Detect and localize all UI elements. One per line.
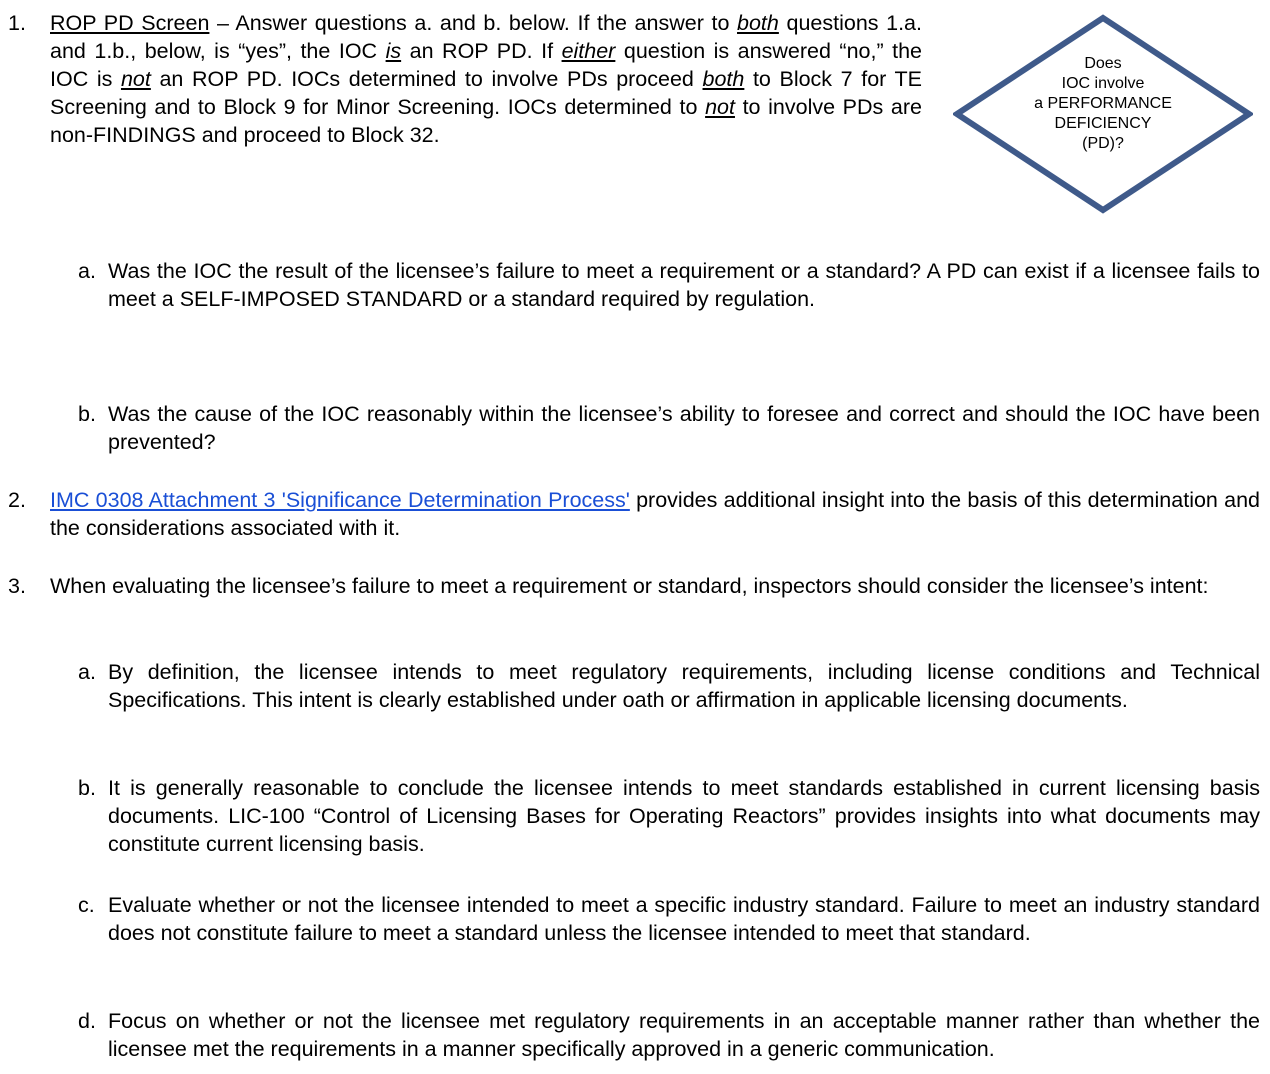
item-1-text-7: to involve PDs are non-FINDINGS and proceed to Block 32. [50,95,922,147]
item-3-number: 3. [8,574,26,598]
item-3d-letter: d. [78,1009,96,1033]
diamond-label [953,54,1253,154]
emphasis-both: both [737,11,779,35]
diamond-line-3: a PERFORMANCE [1034,95,1172,112]
emphasis-not-2: not [705,95,735,119]
item-1-number: 1. [8,11,26,35]
item-3d-text: Focus on whether or not the licensee met regulatory requirements in an acceptable manner rather than whether the licensee met the requirements in a manner specifically approved in a generic communication. [108,1009,1260,1061]
item-1-text-3: an ROP PD. If [401,39,562,63]
emphasis-not: not [120,67,151,91]
item-3a-text: By definition, the licensee intends to meet regulatory requirements, including license conditions and Technical Specifications. This intent is clearly established under oath or affirmation in applicable licensing documents. [108,660,1260,712]
item-1-text-5: an ROP PD. IOCs determined to involve PDs proceed [150,67,703,91]
rop-pd-screen-heading: ROP PD Screen [50,11,210,35]
item-3b-paragraph [108,774,1260,858]
imc-0308-link[interactable]: IMC 0308 Attachment 3 'Significance Determination Process' [50,488,630,512]
diamond-line-1: Does [1084,55,1122,72]
emphasis-both-2: both [702,67,745,91]
item-2-number: 2. [8,488,26,512]
item-3c-letter: c. [78,893,95,917]
diamond-line-4: DEFICIENCY [1054,115,1152,132]
item-3b-letter: b. [78,776,96,800]
item-1b-paragraph [108,400,1260,456]
item-1-paragraph [50,9,922,149]
item-1-text-2: questions 1.a. and 1.b., below, is “yes”, the IOC [50,11,922,63]
emphasis-is: is [385,39,402,63]
diamond-line-5: (PD)? [1082,135,1124,152]
item-3-paragraph [50,572,1260,600]
diamond-line-2: IOC involve [1061,75,1145,92]
item-3c-text: Evaluate whether or not the licensee intended to meet a specific industry standard. Failure to meet an industry standard does not constitute failure to meet a standard unless the licensee intended to meet that standard. [108,893,1260,945]
item-3a-letter: a. [78,660,96,684]
item-3a-paragraph [108,658,1260,714]
item-3c-paragraph [108,891,1260,947]
item-1b-letter: b. [78,402,96,426]
item-2-text: provides additional insight into the basis of this determination and the considerations associated with it. [50,488,1261,540]
item-1b-text: Was the cause of the IOC reasonably within the licensee’s ability to foresee and correct and should the IOC have been prevented? [108,402,1260,454]
emphasis-either: either [561,39,616,63]
item-1a-paragraph [108,257,1260,313]
item-3-text: When evaluating the licensee’s failure to meet a requirement or standard, inspectors should consider the licensee’s intent: [50,574,1209,598]
item-3b-text: It is generally reasonable to conclude the licensee intends to meet standards established in current licensing basis documents. LIC-100 “Control of Licensing Bases for Operating Reactors” provides insights into what documents may constitute current licensing basis. [108,776,1260,856]
item-1-text-4: question is answered “no,” the IOC is [50,39,923,91]
item-1a-text: Was the IOC the result of the licensee’s failure to meet a requirement or a standard? A PD can exist if a licensee fails to meet a SELF-IMPOSED STANDARD or a standard required by regulation. [108,259,1260,311]
item-3d-paragraph [108,1007,1260,1063]
item-1-text-1: – Answer questions a. and b. below. If the answer to [209,11,738,35]
item-2-paragraph [50,486,1260,542]
item-1a-letter: a. [78,259,96,283]
pd-decision-diamond [953,14,1253,214]
item-1-text-6: to Block 7 for TE Screening and to Block 9 for Minor Screening. IOCs determined to [50,67,922,119]
